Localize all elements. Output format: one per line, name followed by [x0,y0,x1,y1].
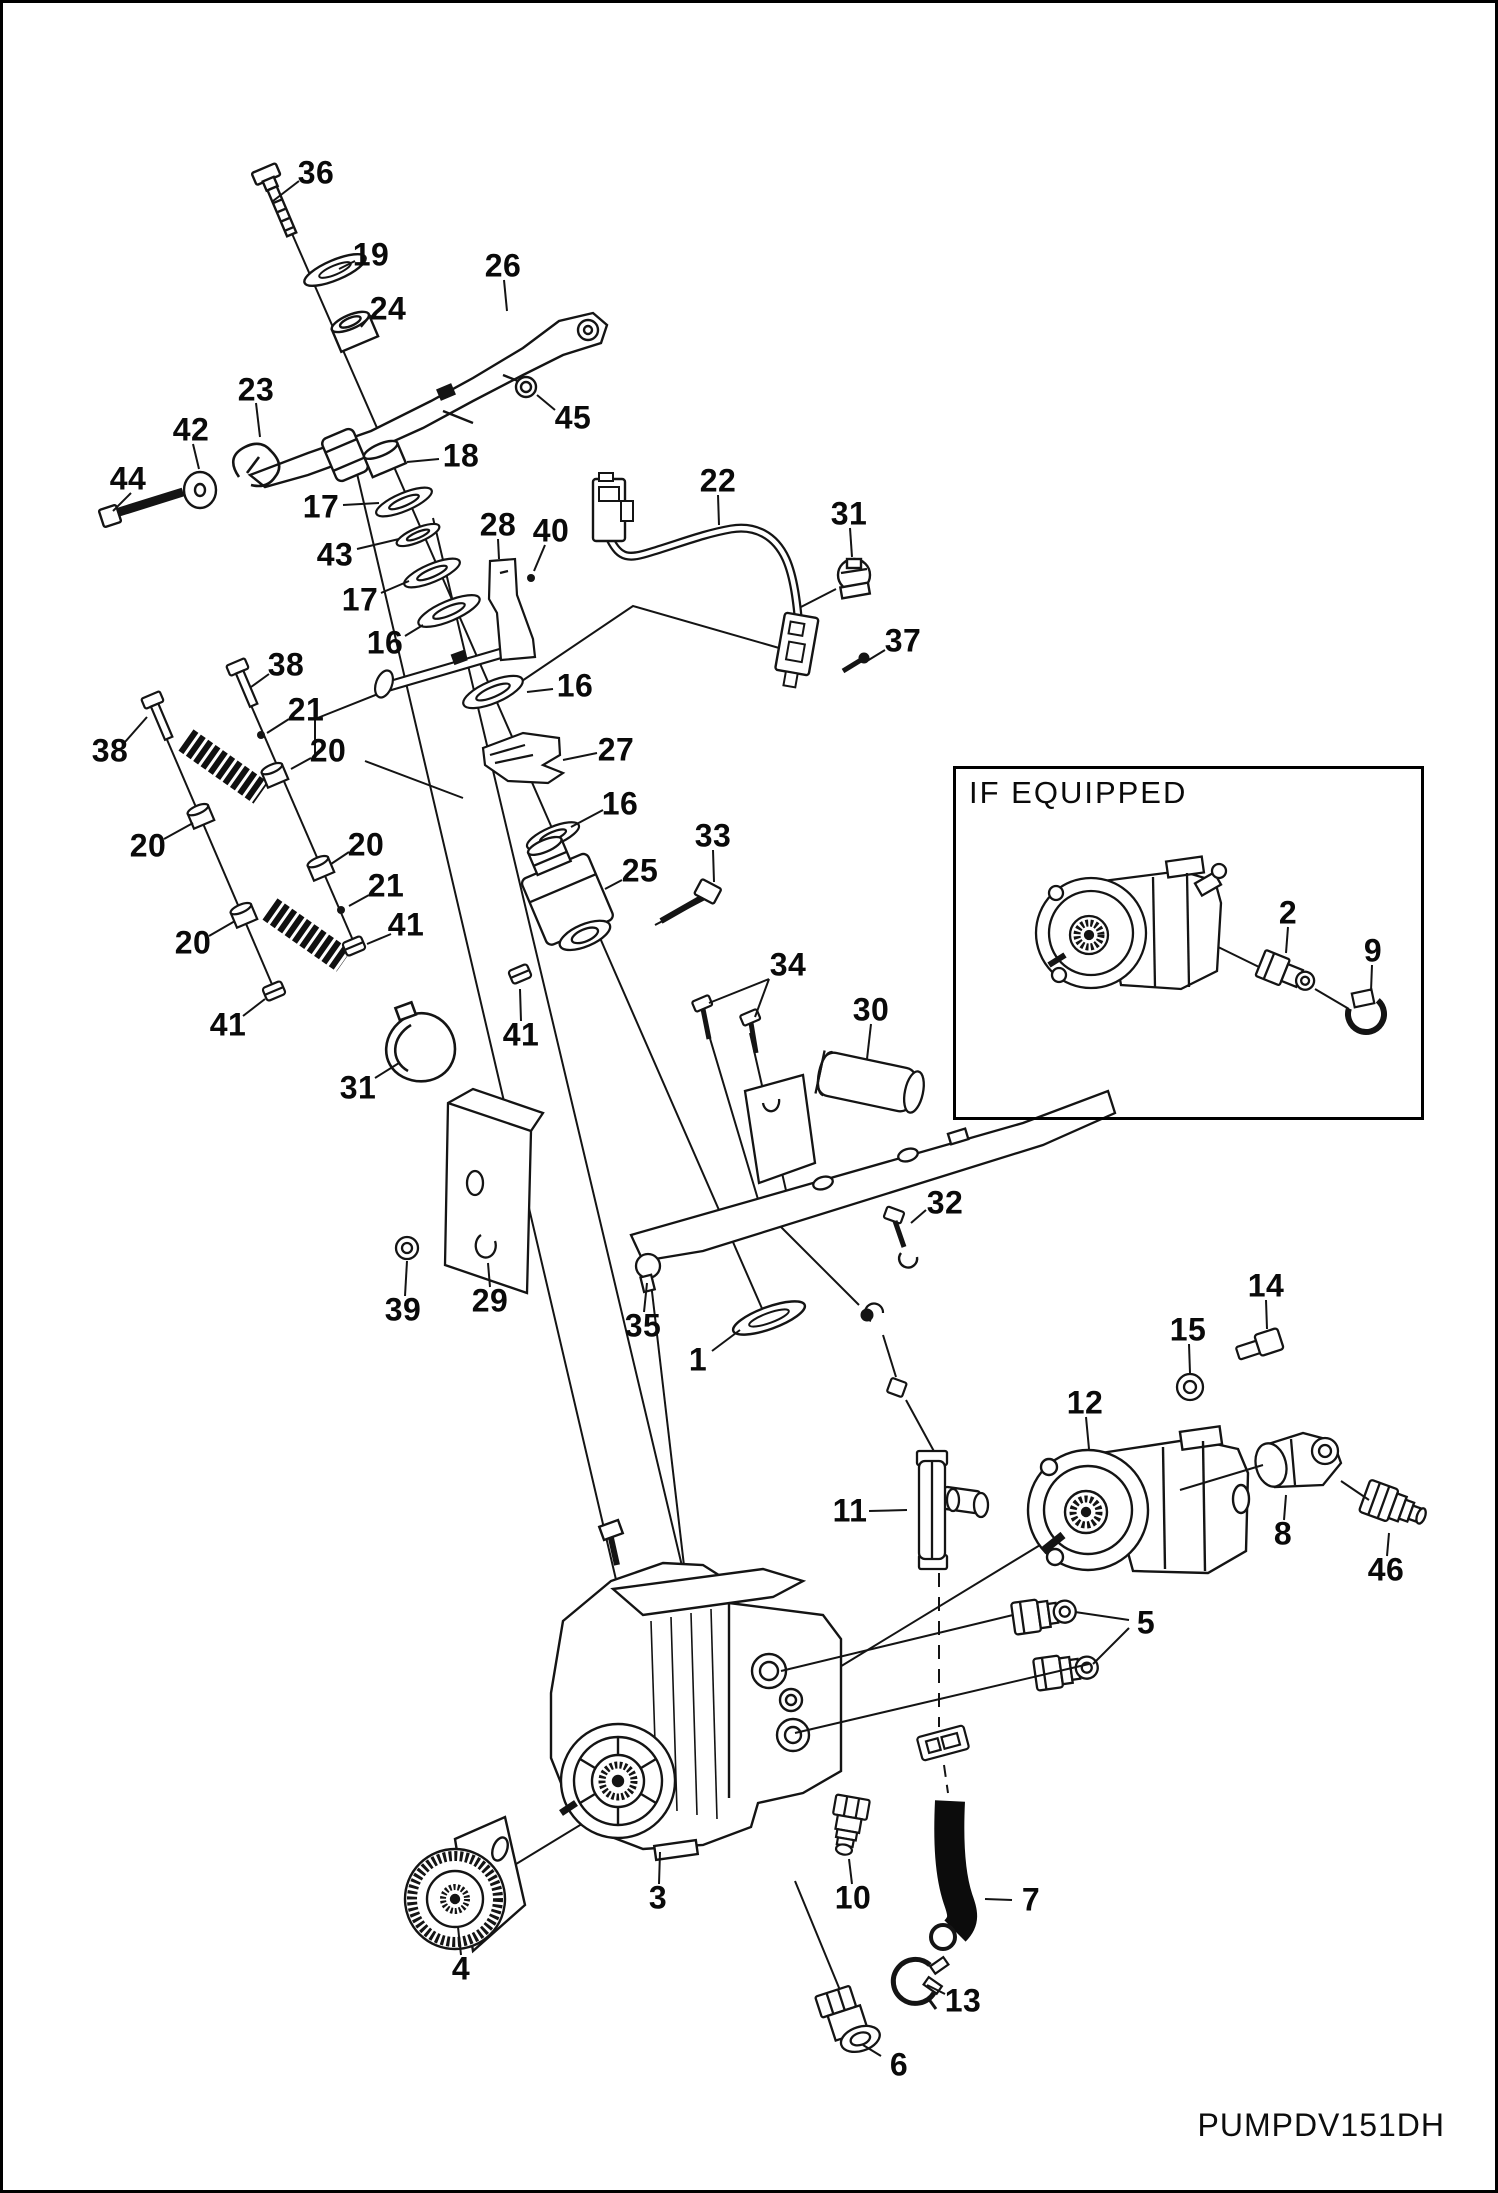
callout-11: 11 [832,1492,868,1529]
callout-20: 20 [129,827,167,864]
callout-16: 16 [556,667,594,704]
callout-36: 36 [297,154,335,191]
callout-22: 22 [699,462,737,499]
callout-25: 25 [621,852,659,889]
callout-31: 31 [339,1069,377,1106]
callout-38: 38 [267,646,305,683]
callout-27: 27 [597,731,635,768]
callout-40: 40 [532,512,570,549]
callout-15: 15 [1169,1311,1207,1348]
callout-41: 41 [387,906,425,943]
callout-14: 14 [1247,1267,1285,1304]
callout-33: 33 [694,817,732,854]
callout-20: 20 [347,826,385,863]
callout-38: 38 [91,732,129,769]
callout-21: 21 [287,691,325,728]
callout-28: 28 [479,506,517,543]
callout-2: 2 [1278,894,1298,931]
callout-20: 20 [174,924,212,961]
callout-16: 16 [366,624,404,661]
callout-4: 4 [451,1950,471,1987]
drawing-code: PUMPDV151DH [1197,2107,1445,2143]
callout-16: 16 [601,785,639,822]
callout-3: 3 [648,1879,668,1916]
callout-43: 43 [316,536,354,573]
callout-6: 6 [889,2046,909,2083]
callout-24: 24 [369,290,407,327]
callout-12: 12 [1066,1384,1104,1421]
callout-39: 39 [384,1291,422,1328]
callout-46: 46 [1367,1551,1405,1588]
callout-41: 41 [502,1016,540,1053]
callout-18: 18 [442,437,480,474]
callout-42: 42 [172,411,210,448]
callout-19: 19 [352,236,390,273]
callout-23: 23 [237,371,275,408]
callout-8: 8 [1273,1515,1293,1552]
callout-10: 10 [834,1879,872,1916]
callout-32: 32 [926,1184,964,1221]
callout-labels-layer [3,3,1498,2193]
callout-30: 30 [852,991,890,1028]
callout-17: 17 [302,488,340,525]
callout-44: 44 [109,460,147,497]
callout-26: 26 [484,247,522,284]
callout-21: 21 [367,867,405,904]
callout-17: 17 [341,581,379,618]
callout-41: 41 [209,1006,247,1043]
callout-7: 7 [1021,1881,1041,1918]
callout-1: 1 [688,1341,708,1378]
callout-37: 37 [884,622,922,659]
callout-9: 9 [1363,932,1383,969]
callout-5: 5 [1136,1604,1156,1641]
if-equipped-title: IF EQUIPPED [969,775,1188,810]
callout-20: 20 [309,732,347,769]
callout-31: 31 [830,495,868,532]
callout-45: 45 [554,399,592,436]
callout-34: 34 [769,946,807,983]
callout-35: 35 [624,1307,662,1344]
callout-13: 13 [944,1982,982,2019]
callout-29: 29 [471,1282,509,1319]
